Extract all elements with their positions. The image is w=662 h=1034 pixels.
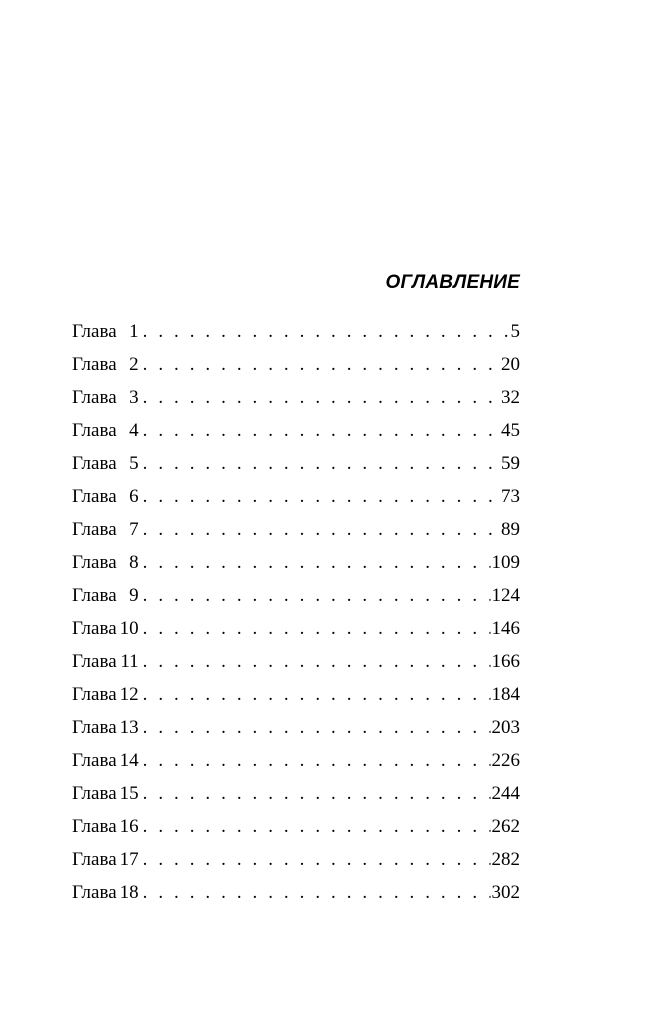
chapter-label: Глава <box>72 651 117 672</box>
chapter-number: 4 <box>129 420 139 441</box>
page-number: 244 <box>491 783 520 804</box>
dot-leader <box>139 518 500 542</box>
chapter-label: Глава <box>72 816 117 837</box>
page-number: 59 <box>501 453 520 474</box>
dot-leader <box>139 650 491 674</box>
page-number: 226 <box>491 750 520 771</box>
chapter-number: 3 <box>129 387 139 408</box>
toc-entry[interactable] <box>72 320 520 353</box>
chapter-label: Глава <box>72 618 117 639</box>
dot-leader <box>139 716 491 740</box>
chapter-label: Глава <box>72 585 117 606</box>
dot-leader <box>139 353 500 377</box>
page-number: 20 <box>501 354 520 375</box>
page-number: 184 <box>491 684 520 705</box>
toc-entry[interactable] <box>72 815 520 848</box>
page-number: 124 <box>491 585 520 606</box>
chapter-label: Глава <box>72 519 117 540</box>
chapter-number: 9 <box>129 585 139 606</box>
toc-entry[interactable] <box>72 881 520 914</box>
toc-entry[interactable] <box>72 650 520 683</box>
toc-entry[interactable] <box>72 848 520 881</box>
chapter-number: 5 <box>129 453 139 474</box>
chapter-number: 15 <box>119 783 139 804</box>
toc-entry[interactable] <box>72 485 520 518</box>
page-number: 89 <box>501 519 520 540</box>
chapter-label: Глава <box>72 552 117 573</box>
toc-entry[interactable] <box>72 551 520 584</box>
chapter-label: Глава <box>72 717 117 738</box>
dot-leader <box>139 485 500 509</box>
toc-entry[interactable] <box>72 518 520 551</box>
toc-entry[interactable] <box>72 716 520 749</box>
chapter-label: Глава <box>72 684 117 705</box>
dot-leader <box>139 683 491 707</box>
chapter-label: Глава <box>72 849 117 870</box>
chapter-label: Глава <box>72 486 117 507</box>
dot-leader <box>139 815 491 839</box>
dot-leader <box>139 584 491 608</box>
chapter-number: 6 <box>129 486 139 507</box>
chapter-number: 17 <box>119 849 139 870</box>
page-number: 73 <box>501 486 520 507</box>
chapter-number: 10 <box>119 618 139 639</box>
chapter-label: Глава <box>72 354 117 375</box>
dot-leader <box>139 881 491 905</box>
chapter-number: 16 <box>119 816 139 837</box>
chapter-number: 1 <box>129 321 139 342</box>
toc-entry[interactable] <box>72 617 520 650</box>
chapter-label: Глава <box>72 321 117 342</box>
chapter-number: 8 <box>129 552 139 573</box>
dot-leader <box>139 320 510 344</box>
toc-entry[interactable] <box>72 782 520 815</box>
chapter-number: 2 <box>129 354 139 375</box>
dot-leader <box>139 452 500 476</box>
page-number: 109 <box>491 552 520 573</box>
chapter-number: 7 <box>129 519 139 540</box>
chapter-number: 18 <box>119 882 139 903</box>
page-number: 282 <box>491 849 520 870</box>
chapter-number: 11 <box>120 651 139 672</box>
dot-leader <box>139 617 491 641</box>
toc-entry[interactable] <box>72 584 520 617</box>
chapter-label: Глава <box>72 882 117 903</box>
toc-entry[interactable] <box>72 452 520 485</box>
page-number: 45 <box>501 420 520 441</box>
page-number: 32 <box>501 387 520 408</box>
chapter-label: Глава <box>72 453 117 474</box>
dot-leader <box>139 782 491 806</box>
page-number: 302 <box>491 882 520 903</box>
dot-leader <box>139 386 500 410</box>
toc-entry[interactable] <box>72 419 520 452</box>
chapter-number: 13 <box>119 717 139 738</box>
toc-entry[interactable] <box>72 683 520 716</box>
chapter-number: 14 <box>119 750 139 771</box>
page-number: 203 <box>491 717 520 738</box>
chapter-label: Глава <box>72 387 117 408</box>
chapter-label: Глава <box>72 750 117 771</box>
page-number: 5 <box>510 321 520 342</box>
page-number: 146 <box>491 618 520 639</box>
toc-entry[interactable] <box>72 353 520 386</box>
chapter-label: Глава <box>72 783 117 804</box>
dot-leader <box>139 551 491 575</box>
page-number: 262 <box>491 816 520 837</box>
toc-entry[interactable] <box>72 386 520 419</box>
chapter-label: Глава <box>72 420 117 441</box>
toc-list <box>72 320 520 914</box>
page-number: 166 <box>491 651 520 672</box>
chapter-number: 12 <box>119 684 139 705</box>
dot-leader <box>139 848 491 872</box>
toc-entry[interactable] <box>72 749 520 782</box>
dot-leader <box>139 749 491 773</box>
toc-heading: ОГЛАВЛЕНИЕ <box>385 272 520 293</box>
dot-leader <box>139 419 500 443</box>
